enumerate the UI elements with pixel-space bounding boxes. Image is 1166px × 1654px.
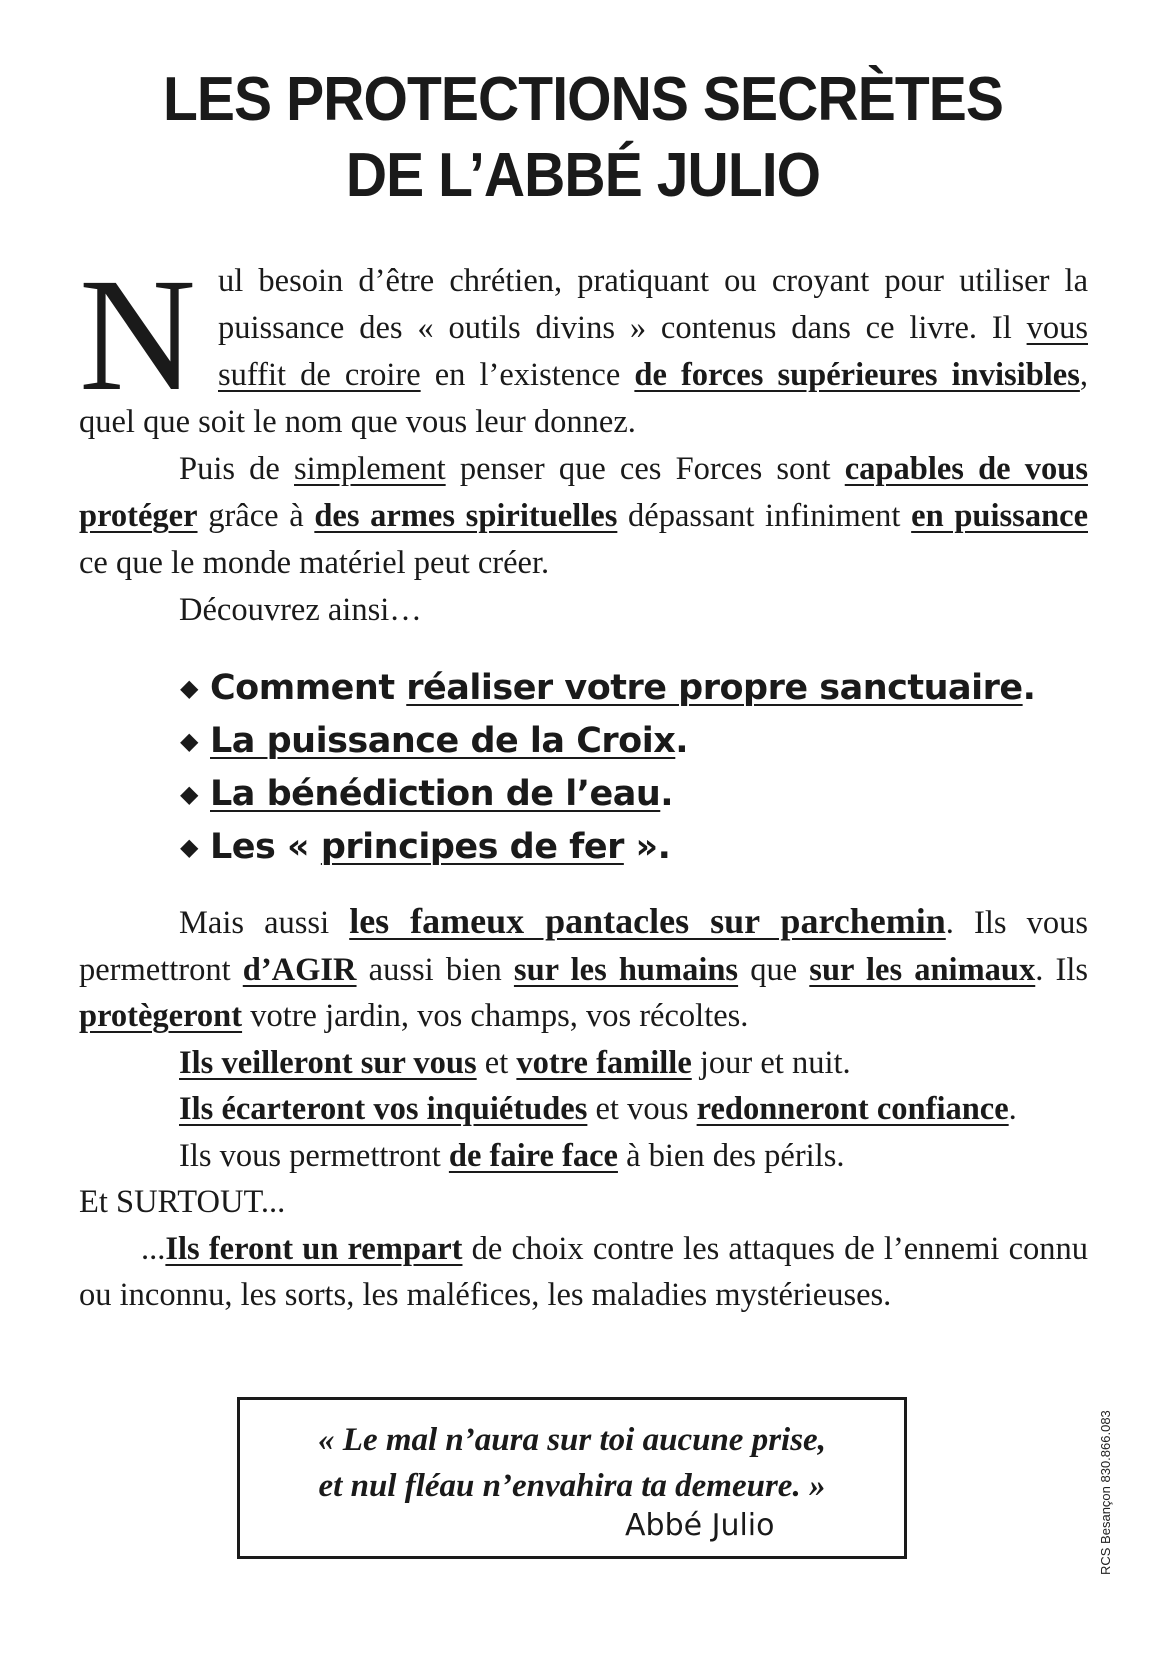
text-run: penser que ces Forces sont [445, 451, 845, 487]
text-run: de choix contre les attaques de l’ennemi connu ou inconnu, les sorts, les maléfices, les maladies mystérieuses. [79, 1230, 1088, 1313]
list-item [180, 768, 1080, 821]
paragraph-7 [79, 1133, 1088, 1180]
emphasized-phrase: sur les humains [513, 951, 739, 988]
underlined-phrase: vous suffit de croire [218, 310, 1088, 393]
text-run: Mais aussi [179, 905, 350, 941]
underlined-phrase: principes de fer [320, 827, 624, 867]
emphasized-phrase: Ils feront un rempart [165, 1230, 463, 1267]
text-run: . Ils vous permettront [79, 905, 1089, 988]
paragraph-2 [79, 446, 1088, 587]
main-section [79, 898, 1088, 1319]
emphasized-phrase: Ils veilleront sur vous [179, 1044, 477, 1081]
text-run: Les « [210, 827, 321, 867]
diamond-icon: ◆ [180, 833, 198, 861]
underlined-phrase: simplement [294, 451, 446, 487]
emphasized-phrase: votre famille [516, 1044, 692, 1081]
quote-line-1: « Le mal n’aura sur toi aucune prise, [318, 1422, 826, 1458]
quote-line-2: et nul fléau n’envahira ta demeure. » [318, 1468, 826, 1504]
diamond-icon: ◆ [180, 727, 198, 755]
underlined-phrase: La bénédiction de l’eau [210, 774, 661, 814]
text-run: dépassant infiniment [617, 498, 912, 534]
text-run: et [476, 1044, 517, 1081]
emphasized-phrase: redonneront confiance [696, 1091, 1009, 1127]
paragraph-5 [79, 1040, 1088, 1087]
title-line-1: LES PROTECTIONS SECRÈTES [163, 65, 1003, 134]
paragraph-3: Découvrez ainsi… [179, 592, 422, 628]
text-run: à bien des périls. [617, 1137, 845, 1174]
bullet-list [180, 662, 1080, 874]
emphasized-phrase: des armes spirituelles [314, 498, 618, 534]
emphasized-phrase: les fameux pantacles sur parchemin [349, 901, 946, 941]
rcs-registration: RCS Besançon 830.866.083 [1098, 1410, 1113, 1575]
text-run: aussi bien [356, 951, 514, 988]
paragraph-4 [79, 898, 1088, 1040]
emphasized-phrase: capables de vous protéger [79, 451, 1088, 534]
paragraph-8: Et SURTOUT... [79, 1184, 286, 1220]
text-run: . Ils [1035, 951, 1089, 988]
paragraph-9 [79, 1226, 1088, 1319]
intro-section [79, 246, 1089, 634]
text-run: ... [141, 1230, 166, 1267]
underlined-phrase: La puissance de la Croix [210, 721, 676, 761]
text-run: ul besoin d’être chrétien, pratiquant ou croyant pour utiliser la puissance des « outils divins » contenus dans ce livre. Il [218, 263, 1088, 346]
diamond-icon: ◆ [180, 780, 198, 808]
list-item [180, 662, 1080, 715]
text-run: Ils vous permettront [179, 1137, 449, 1174]
text-run: . [1022, 668, 1036, 708]
text-run: , quel que soit le nom que vous leur donnez. [79, 357, 1089, 440]
text-run: Comment [210, 668, 407, 708]
text-run: jour et nuit. [691, 1044, 851, 1081]
quote-box [237, 1397, 907, 1559]
title-line-2: DE L’ABBÉ JULIO [345, 141, 821, 210]
text-run: ». [623, 827, 671, 867]
text-run: en l’existence [420, 357, 635, 393]
emphasized-phrase: Ils écarteront vos inquiétudes [179, 1091, 588, 1127]
list-item [180, 821, 1080, 874]
intro-paragraph [79, 246, 1089, 446]
underlined-phrase: réaliser votre propre sanctuaire [406, 668, 1023, 708]
text-run: grâce à [197, 498, 315, 534]
drop-cap: N [79, 246, 196, 425]
text-run: votre jardin, vos champs, vos récoltes. [242, 998, 749, 1034]
emphasized-phrase: protègeront [79, 998, 243, 1034]
text-run: Puis de [179, 451, 295, 487]
text-run: ce que le monde matériel peut créer. [79, 545, 550, 581]
emphasized-phrase: d’AGIR [242, 951, 357, 988]
text-run: que [738, 951, 810, 988]
emphasized-phrase: de faire face [448, 1137, 618, 1174]
page-title [47, 62, 1120, 214]
emphasized-phrase: de forces supérieures invisibles [634, 357, 1080, 393]
text-run: . [660, 774, 674, 814]
quote-author: Abbé Julio [625, 1508, 775, 1543]
text-run: . [1008, 1091, 1017, 1127]
emphasized-phrase: en puissance [911, 498, 1088, 534]
text-run: et vous [587, 1091, 697, 1127]
paragraph-6 [79, 1086, 1088, 1133]
diamond-icon: ◆ [180, 674, 198, 702]
text-run: . [675, 721, 689, 761]
emphasized-phrase: sur les animaux [809, 951, 1036, 988]
list-item [180, 715, 1080, 768]
